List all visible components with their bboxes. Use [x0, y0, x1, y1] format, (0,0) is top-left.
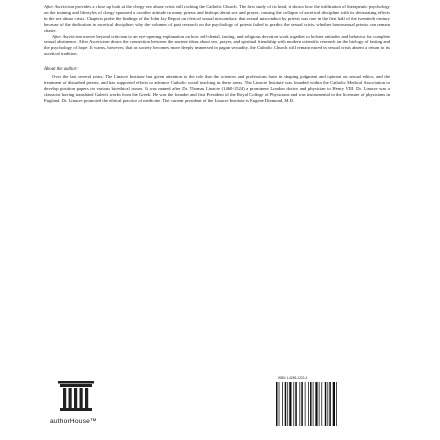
cover-footer [44, 374, 390, 434]
book-title-italic: After Asceticism [52, 33, 82, 39]
authorhouse-logo-icon [56, 374, 96, 414]
about-author-paragraph: Over the last several years, The Linacre Institute has given attention to the role that the sciences and professions have in shaping judgment and opinion on sexual ethics, and the treatment of disturbed priests, and has supported efforts to advance Catholic social teaching in these areas. The Linacre Institute was founded within the Catholic Medical Association to develop position papers on various bioethical issues. It was named after Dr. Thomas Linacre (1460-1524) a prominent London doctor and physician to Henry VIII. Dr. Linacre was a classicist having translated Galen's works from the Greek. He was the founder and first President of the Royal College of Physicians and was instrumental in the licensure of physicians in England. Dr. Linacre promoted the ethical practice of medicine. The current president of the Linacre Institute is Eugene Diamond, M.D. [44, 74, 390, 103]
isbn-label: ISBN 1-4259-1222-4 [278, 376, 308, 380]
description-paragraph-2 [44, 34, 390, 58]
about-author-heading: About the author: [44, 67, 79, 73]
isbn-barcode [274, 376, 354, 430]
book-title-italic: After Asceticism [44, 4, 75, 9]
description-text-1: provides a close up look at the clergy sex abuse crisis still rocking the Catholic Church. The first study of its kind, it shows how the infiltration of therapeutic psychology on the training and lifestyles of clergy spawned a cavalier attitude in many priests and bishops about sex and prayer, causing the collapse of ascetical discipline with its devastating effects in the sex abuse crisis. Chapters probe the findings of the John Jay Report on clerical sexual misconduct; that sexual misconduct by priests was rare in the first half of the twentieth century because of the dedication to ascetical discipline; why the volumes of past research on the psychology of priests failed to predict the sexual crisis; whether homosexual priests can remain chaste. [44, 4, 390, 33]
back-cover-text [44, 4, 390, 436]
publisher-name: authorHouse™ [50, 418, 97, 425]
description-text-2: moves beyond criticism to an eye-opening explanation on how self-denial, fasting, and religious devotion work together to bolster attitudes and behavior for complete sexual abstinence. After Asceticism draws the connection between the ancient ideas about sex, prayer, and spiritual friendship with modern scientific research on the biology of fasting and the psychology of hope. It warns, however, that as society becomes more deeply immersed in pagan sexuality, the Catholic Church will remain mired in sexual crisis absent a return to its ascetical tradition. [44, 33, 390, 57]
description-paragraph-1 [44, 4, 390, 34]
barcode-icon [274, 382, 354, 428]
publisher-logo [50, 374, 102, 428]
